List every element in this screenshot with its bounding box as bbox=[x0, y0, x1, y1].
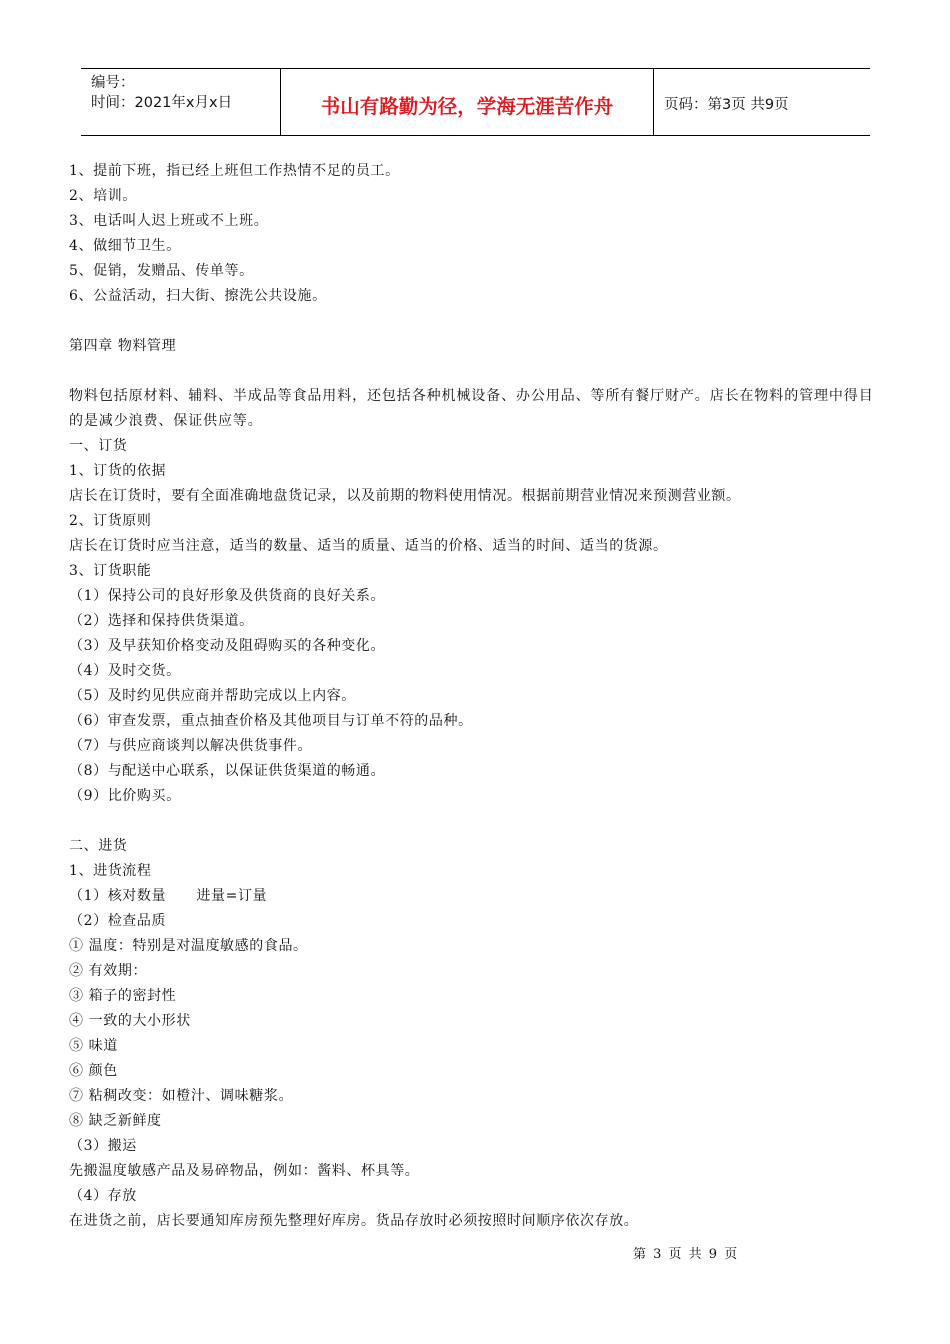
header-date-label: 时间：2021年x月x日 bbox=[91, 95, 233, 111]
body-text: 店长在订货时，要有全面准确地盘货记录，以及前期的物料使用情况。根据前期营业情况来预测营业额。 bbox=[69, 488, 741, 504]
subsection-heading: 3、订货职能 bbox=[69, 563, 152, 579]
header-number-label: 编号： bbox=[91, 75, 135, 91]
document-header bbox=[81, 68, 870, 136]
list-item: （3）搬运 bbox=[69, 1138, 137, 1154]
list-item: （5）及时约见供应商并帮助完成以上内容。 bbox=[69, 688, 356, 704]
list-item: 6、公益活动，扫大街、擦洗公共设施。 bbox=[69, 288, 327, 304]
header-page-info: 页码：第3页 共9页 bbox=[664, 96, 789, 113]
list-item: （7）与供应商谈判以解决供货事件。 bbox=[69, 738, 313, 754]
spacer bbox=[69, 809, 884, 834]
body-text: 先搬温度敏感产品及易碎物品，例如：酱料、杯具等。 bbox=[69, 1163, 420, 1179]
list-item: （1）核对数量 进量=订量 bbox=[69, 888, 268, 904]
spacer bbox=[69, 359, 884, 384]
document-body bbox=[69, 159, 884, 1234]
list-item: （1）保持公司的良好形象及供货商的良好关系。 bbox=[69, 588, 386, 604]
subsection-heading: 2、订货原则 bbox=[69, 513, 152, 529]
list-item: （4）及时交货。 bbox=[69, 663, 181, 679]
list-item: ⑥ 颜色 bbox=[69, 1063, 118, 1079]
list-item: （3）及早获知价格变动及阻碍购买的各种变化。 bbox=[69, 638, 386, 654]
list-item: 2、培训。 bbox=[69, 188, 137, 204]
list-item: （9）比价购买。 bbox=[69, 788, 181, 804]
subsection-heading: 1、进货流程 bbox=[69, 863, 152, 879]
spacer bbox=[69, 309, 884, 334]
chapter-title: 第四章 物料管理 bbox=[69, 338, 177, 354]
subsection-heading: 1、订货的依据 bbox=[69, 463, 167, 479]
list-item: （2）选择和保持供货渠道。 bbox=[69, 613, 254, 629]
list-item: （4）存放 bbox=[69, 1188, 137, 1204]
list-item: 1、提前下班，指已经上班但工作热情不足的员工。 bbox=[69, 163, 400, 179]
list-item: ⑦ 粘稠改变：如橙汁、调味糖浆。 bbox=[69, 1088, 294, 1104]
header-motto: 书山有路勤为径，学海无涯苦作舟 bbox=[281, 69, 654, 135]
list-item: ④ 一致的大小形状 bbox=[69, 1013, 191, 1029]
list-item: （2）检查品质 bbox=[69, 913, 167, 929]
section-heading: 一、订货 bbox=[69, 438, 128, 454]
header-meta-cell bbox=[81, 69, 281, 135]
section-heading: 二、进货 bbox=[69, 838, 128, 854]
body-text: 店长在订货时应当注意，适当的数量、适当的质量、适当的价格、适当的时间、适当的货源。 bbox=[69, 538, 668, 554]
list-item: ① 温度：特别是对温度敏感的食品。 bbox=[69, 938, 308, 954]
body-text: 在进货之前，店长要通知库房预先整理好库房。货品存放时必须按照时间顺序依次存放。 bbox=[69, 1213, 639, 1229]
list-item: 4、做细节卫生。 bbox=[69, 238, 181, 254]
list-item: 3、电话叫人迟上班或不上班。 bbox=[69, 213, 269, 229]
intro-paragraph: 物料包括原材料、辅料、半成品等食品用料，还包括各种机械设备、办公用品、等所有餐厅财产。店长在物料的管理中得目的是减少浪费、保证供应等。 bbox=[69, 388, 874, 429]
list-item: 5、促销，发赠品、传单等。 bbox=[69, 263, 254, 279]
list-item: ⑧ 缺乏新鲜度 bbox=[69, 1113, 162, 1129]
list-item: （8）与配送中心联系，以保证供货渠道的畅通。 bbox=[69, 763, 386, 779]
list-item: ⑤ 味道 bbox=[69, 1038, 118, 1054]
list-item: ③ 箱子的密封性 bbox=[69, 988, 177, 1004]
list-item: （6）审查发票，重点抽查价格及其他项目与订单不符的品种。 bbox=[69, 713, 473, 729]
list-item: ② 有效期： bbox=[69, 963, 148, 979]
page-footer: 第 3 页 共 9 页 bbox=[633, 1247, 739, 1262]
